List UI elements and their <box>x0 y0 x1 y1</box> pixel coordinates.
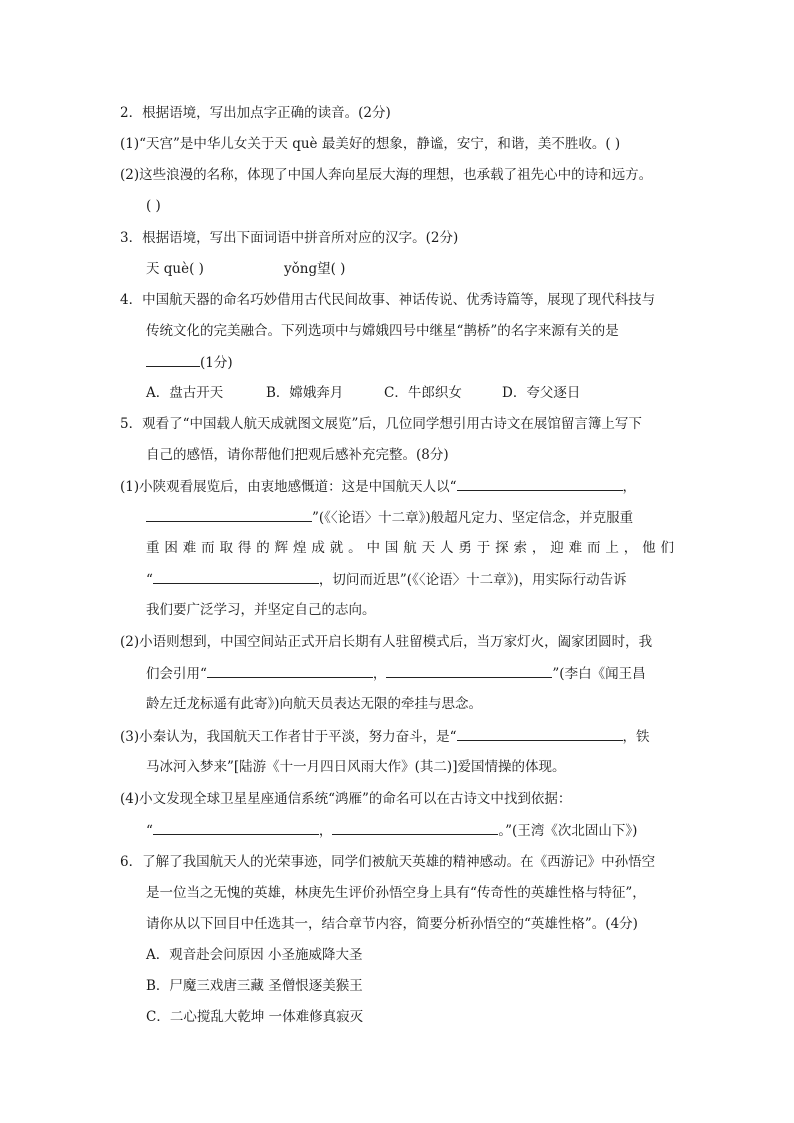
q5-p2-line-2 <box>146 663 646 684</box>
q5-p3-line-1 <box>120 726 650 747</box>
q6-option-c[interactable]: C．二心搅乱大乾坤 一体难修真寂灭 <box>146 1009 364 1025</box>
q3-word-2[interactable]: yǒng望( ) <box>284 261 346 277</box>
q5-p2-comma: ， <box>372 666 387 682</box>
q6-line-1: 6．了解了我国航天人的光荣事迹，同学们被航天英雄的精神感动。在《西游记》中孙悟空 <box>120 854 656 870</box>
q5-p3-blank-1[interactable] <box>457 726 623 741</box>
q5-p4-line-1: (4)小文发现全球卫星星座通信系统“鸿雁”的命名可以在古诗文中找到依据： <box>120 791 572 807</box>
q5-p3-text-end: ，铁 <box>622 729 650 745</box>
q5-p4-blank-1[interactable] <box>153 820 319 835</box>
q5-p1-line-2 <box>146 507 633 528</box>
q6-line-2: 是一位当之无愧的英雄，林庚先生评价孙悟空身上具有“传奇性的英雄性格与特征”， <box>146 885 646 901</box>
q5-line-2: 自己的感悟，请你帮他们把观后感补充完整。(8分) <box>146 447 449 463</box>
q5-p2-text-end: ”(李白《闻王昌 <box>552 666 646 682</box>
q5-p1-line-1 <box>120 476 636 497</box>
q4-option-c[interactable]: C．牛郎织女 <box>384 385 462 401</box>
q5-p1-text-2: ”(《〈论语〉十二章》)般超凡定力、坚定信念，并克服重 <box>312 510 634 526</box>
q5-p1-line-4 <box>146 569 627 590</box>
q5-p1-blank-1[interactable] <box>457 476 623 491</box>
q6-option-b[interactable]: B．尸魔三戏唐三藏 圣僧恨逐美猴王 <box>146 978 363 994</box>
q5-p1-text-4: ，切问而近思”(《〈论语〉十二章》)，用实际行动告诉 <box>318 572 627 588</box>
q5-p4-comma: ， <box>318 823 333 839</box>
q5-p4-line-2 <box>146 820 637 841</box>
q5-p4-blank-2[interactable] <box>332 820 498 835</box>
q3-word-1[interactable]: 天 què( ) <box>146 261 204 277</box>
q5-p3-text-start: (3)小秦认为，我国航天工作者甘于平淡，努力奋斗，是“ <box>120 729 457 745</box>
q5-p1-comma: ， <box>622 479 637 495</box>
q2-sentence-1: (1)“天宫”是中华儿女关于天 què 最美好的想象，静谧，安宁，和谐，美不胜收。( ) <box>120 136 621 152</box>
q5-p2-blank-1[interactable] <box>207 663 373 678</box>
q4-option-d[interactable]: D．夸父逐日 <box>502 385 581 401</box>
q4-score: (1分) <box>200 355 233 371</box>
q5-line-1: 5．观看了“中国载人航天成就图文展览”后，几位同学想引用古诗文在展馆留言簿上写下 <box>120 416 642 432</box>
q6-line-3: 请你从以下回目中任选其一，结合章节内容，简要分析孙悟空的“英雄性格”。(4分) <box>146 916 638 932</box>
q5-p1-line-3: 重困难而取得的辉煌成就。中国航天人勇于探索，迎难而上，他们 <box>146 540 674 556</box>
q2-answer-blank[interactable]: ( ) <box>146 198 161 214</box>
q5-p1-quote-open: “ <box>146 572 153 588</box>
q5-p2-line-3: 龄左迁龙标遥有此寄》)向航天员表达无限的牵挂与思念。 <box>146 696 483 712</box>
q5-p1-blank-2[interactable] <box>146 507 312 522</box>
q5-p1-line-5: 我们要广泛学习，并坚定自己的志向。 <box>146 602 376 618</box>
q5-p4-text-end: 。”(王湾《次北固山下》) <box>498 823 638 839</box>
q5-p1-blank-3[interactable] <box>153 569 319 584</box>
q4-answer-blank[interactable] <box>146 352 200 367</box>
q4-line-1: 4．中国航天器的命名巧妙借用古代民间故事、神话传说、优秀诗篇等，展现了现代科技与 <box>120 292 656 308</box>
q5-p2-text-start: 们会引用“ <box>146 666 207 682</box>
q4-option-b[interactable]: B．嫦娥奔月 <box>266 385 344 401</box>
q5-p4-quote-open: “ <box>146 823 153 839</box>
q4-option-a[interactable]: A．盘古开天 <box>146 385 224 401</box>
q2-sentence-2: (2)这些浪漫的名称，体现了中国人奔向星辰大海的理想，也承载了祖先心中的诗和远方。 <box>120 167 653 183</box>
q6-option-a[interactable]: A．观音赴会问原因 小圣施威降大圣 <box>146 947 363 963</box>
q5-p2-line-1: (2)小语则想到，中国空间站正式开启长期有人驻留模式后，当万家灯火，阖家团圆时，我 <box>120 634 653 650</box>
q5-p1-text-start: (1)小陕观看展览后，由衷地感慨道：这是中国航天人以“ <box>120 479 457 495</box>
q5-p3-line-2: 马冰河入梦来”[陆游《十一月四日风雨大作》(其二)]爱国情操的体现。 <box>146 759 566 775</box>
q5-p2-blank-2[interactable] <box>386 663 552 678</box>
q4-line-2: 传统文化的完美融合。下列选项中与嫦娥四号中继星“鹊桥”的名字来源有关的是 <box>146 323 619 339</box>
q4-answer-line <box>146 352 233 373</box>
q2-title: 2．根据语境，写出加点字正确的读音。(2分) <box>120 105 391 121</box>
q3-title: 3．根据语境，写出下面词语中拼音所对应的汉字。(2分) <box>120 230 459 246</box>
